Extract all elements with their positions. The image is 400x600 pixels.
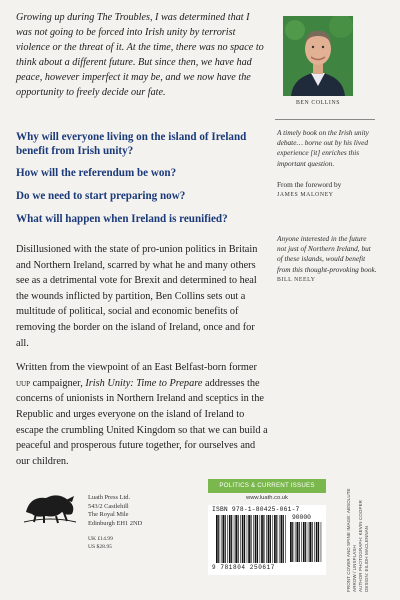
blurb-paragraph: Disillusioned with the state of pro-union politics in Britain and Northern Ireland, scarred by what he and many others see as a detrimental vote for Brexit and determined to heal the wounds inflicted by partition, Ben Collins sets out a multitude of political, social and economic benefits of removing the border on the island of Ireland, once and for all. bbox=[16, 244, 258, 349]
barcode-bar bbox=[296, 522, 298, 562]
book-title: Irish Unity: Time to Prepare bbox=[85, 377, 203, 389]
credit-line: DESIGN: EILIDH MACLENNAN bbox=[364, 525, 369, 592]
barcode-bar bbox=[272, 515, 273, 563]
isbn-label: ISBN 978-1-80425-061-7 bbox=[212, 506, 300, 513]
address-line: Luath Press Ltd. bbox=[88, 494, 131, 501]
website-link[interactable]: www.luath.co.uk bbox=[246, 495, 288, 501]
barcode-icon bbox=[216, 515, 286, 563]
publisher-logo-icon bbox=[22, 486, 78, 524]
endorsement-quote: Anyone interested in the future not just of Northern Ireland, but of these islands, would benefit from this thought-provoking book. bbox=[277, 234, 377, 274]
barcode-bar bbox=[276, 515, 277, 563]
barcode-bar bbox=[308, 522, 309, 562]
address-line: Edinburgh EH1 2ND bbox=[88, 519, 143, 527]
barcode-bar bbox=[216, 515, 218, 563]
barcode-bar bbox=[263, 515, 264, 563]
addon-barcode-icon bbox=[290, 522, 322, 562]
barcode-bar bbox=[222, 515, 224, 563]
barcode-bar bbox=[281, 515, 283, 563]
barcode-bar bbox=[321, 522, 322, 562]
barcode-bar bbox=[248, 515, 250, 563]
barcode-bar bbox=[299, 522, 300, 562]
barcode-bar bbox=[240, 515, 241, 563]
ean-number: 9 781804 250617 bbox=[212, 564, 276, 571]
barcode-bar bbox=[266, 515, 267, 563]
cover-credits bbox=[346, 482, 382, 592]
barcode-bar bbox=[295, 522, 296, 562]
author-photo bbox=[283, 16, 353, 96]
barcode-bar bbox=[250, 515, 251, 563]
blurb-text: addresses the concerns of unionists in Northern Ireland and sceptics in the Republic and urges everyone on the island of Ireland to escape the crumbling United Kingdom so that we can build a peaceful and prosperous future together, for ourselves and our children. bbox=[16, 377, 268, 467]
barcode-bar bbox=[221, 515, 222, 563]
blurb-text: Written from the viewpoint of an East Belfast-born former bbox=[16, 362, 257, 374]
category-label: POLITICS & CURRENT ISSUES bbox=[208, 479, 326, 493]
barcode-bar bbox=[247, 515, 248, 563]
barcode-bar bbox=[234, 515, 235, 563]
barcode-bar bbox=[285, 515, 286, 563]
questions-list bbox=[16, 130, 266, 236]
endorsement-author: BILL NEELY bbox=[277, 277, 316, 283]
price-us: US $28.95 bbox=[88, 544, 112, 550]
question-item: How will the referendum be won? bbox=[16, 167, 177, 179]
divider bbox=[275, 119, 375, 120]
barcode-bar bbox=[292, 522, 293, 562]
question-item: Do we need to start preparing now? bbox=[16, 190, 186, 203]
barcode-bar bbox=[303, 522, 305, 562]
question-item: Why will everyone living on the island of Ireland benefit from Irish unity? bbox=[16, 131, 247, 158]
barcode-bar bbox=[255, 515, 257, 563]
barcode-bar bbox=[231, 515, 232, 563]
author-name: BEN COLLINS bbox=[295, 100, 341, 106]
endorsement-source bbox=[277, 180, 377, 200]
barcode-bar bbox=[225, 515, 226, 563]
barcode-bar bbox=[279, 515, 280, 563]
barcode-bar bbox=[312, 522, 313, 562]
barcode-bar bbox=[301, 522, 302, 562]
blurb-text: campaigner, bbox=[30, 377, 86, 389]
barcode-bar bbox=[318, 522, 319, 562]
barcode-bar bbox=[309, 522, 311, 562]
address-line: 543/2 Castlehill bbox=[88, 502, 129, 510]
barcode-bar bbox=[283, 515, 284, 563]
barcode-bar bbox=[244, 515, 245, 563]
credit-line: FRONT COVER AND SPINE IMAGE: ABSOLUTE ARROW / UNSPLASH bbox=[346, 488, 357, 592]
address-line: The Royal Mile bbox=[88, 511, 129, 519]
publisher-address bbox=[88, 494, 168, 528]
barcode-bar bbox=[316, 522, 318, 562]
barcode-bar bbox=[314, 522, 315, 562]
barcode-addon-number: 90000 bbox=[292, 514, 311, 521]
barcode-bar bbox=[235, 515, 237, 563]
intro-quote: Growing up during The Troubles, I was determined that I was not going to be forced into Irish unity by terrorist violence or the threat of it. At the time, there was no space to think about a different future. But since then, we have had peace, however imperfect it may be, and we now have the opportunity to freely decide our fate. bbox=[16, 12, 264, 98]
blurb-paragraph bbox=[16, 360, 270, 469]
barcode-bar bbox=[260, 515, 261, 563]
party-abbrev: uup bbox=[16, 377, 31, 389]
endorsement-quote: A timely book on the Irish unity debate… borne out by his lived experience [it] enriches this important question. bbox=[277, 128, 369, 168]
prices bbox=[88, 535, 148, 551]
blurb-body bbox=[16, 242, 270, 478]
barcode-bar bbox=[227, 515, 228, 563]
barcode-bar bbox=[261, 515, 263, 563]
endorsement-from: From the foreword by bbox=[277, 180, 342, 189]
barcode-bar bbox=[257, 515, 258, 563]
barcode-bar bbox=[238, 515, 239, 563]
barcode-bar bbox=[270, 515, 271, 563]
endorsement-author: JAMES MALONEY bbox=[277, 192, 334, 199]
price-uk: UK £14.99 bbox=[88, 536, 113, 542]
barcode-bar bbox=[290, 522, 292, 562]
question-item: What will happen when Ireland is reunified? bbox=[16, 213, 228, 226]
barcode-bar bbox=[242, 515, 244, 563]
barcode-bar bbox=[253, 515, 254, 563]
barcode-bar bbox=[305, 522, 306, 562]
barcode-bar bbox=[229, 515, 231, 563]
barcode-bar bbox=[274, 515, 276, 563]
credit-line: AUTHOR PHOTOGRAPH: KEVIN COOPER bbox=[358, 499, 363, 592]
author-portrait-icon bbox=[283, 16, 353, 96]
barcode-bar bbox=[268, 515, 270, 563]
barcode-bar bbox=[218, 515, 219, 563]
